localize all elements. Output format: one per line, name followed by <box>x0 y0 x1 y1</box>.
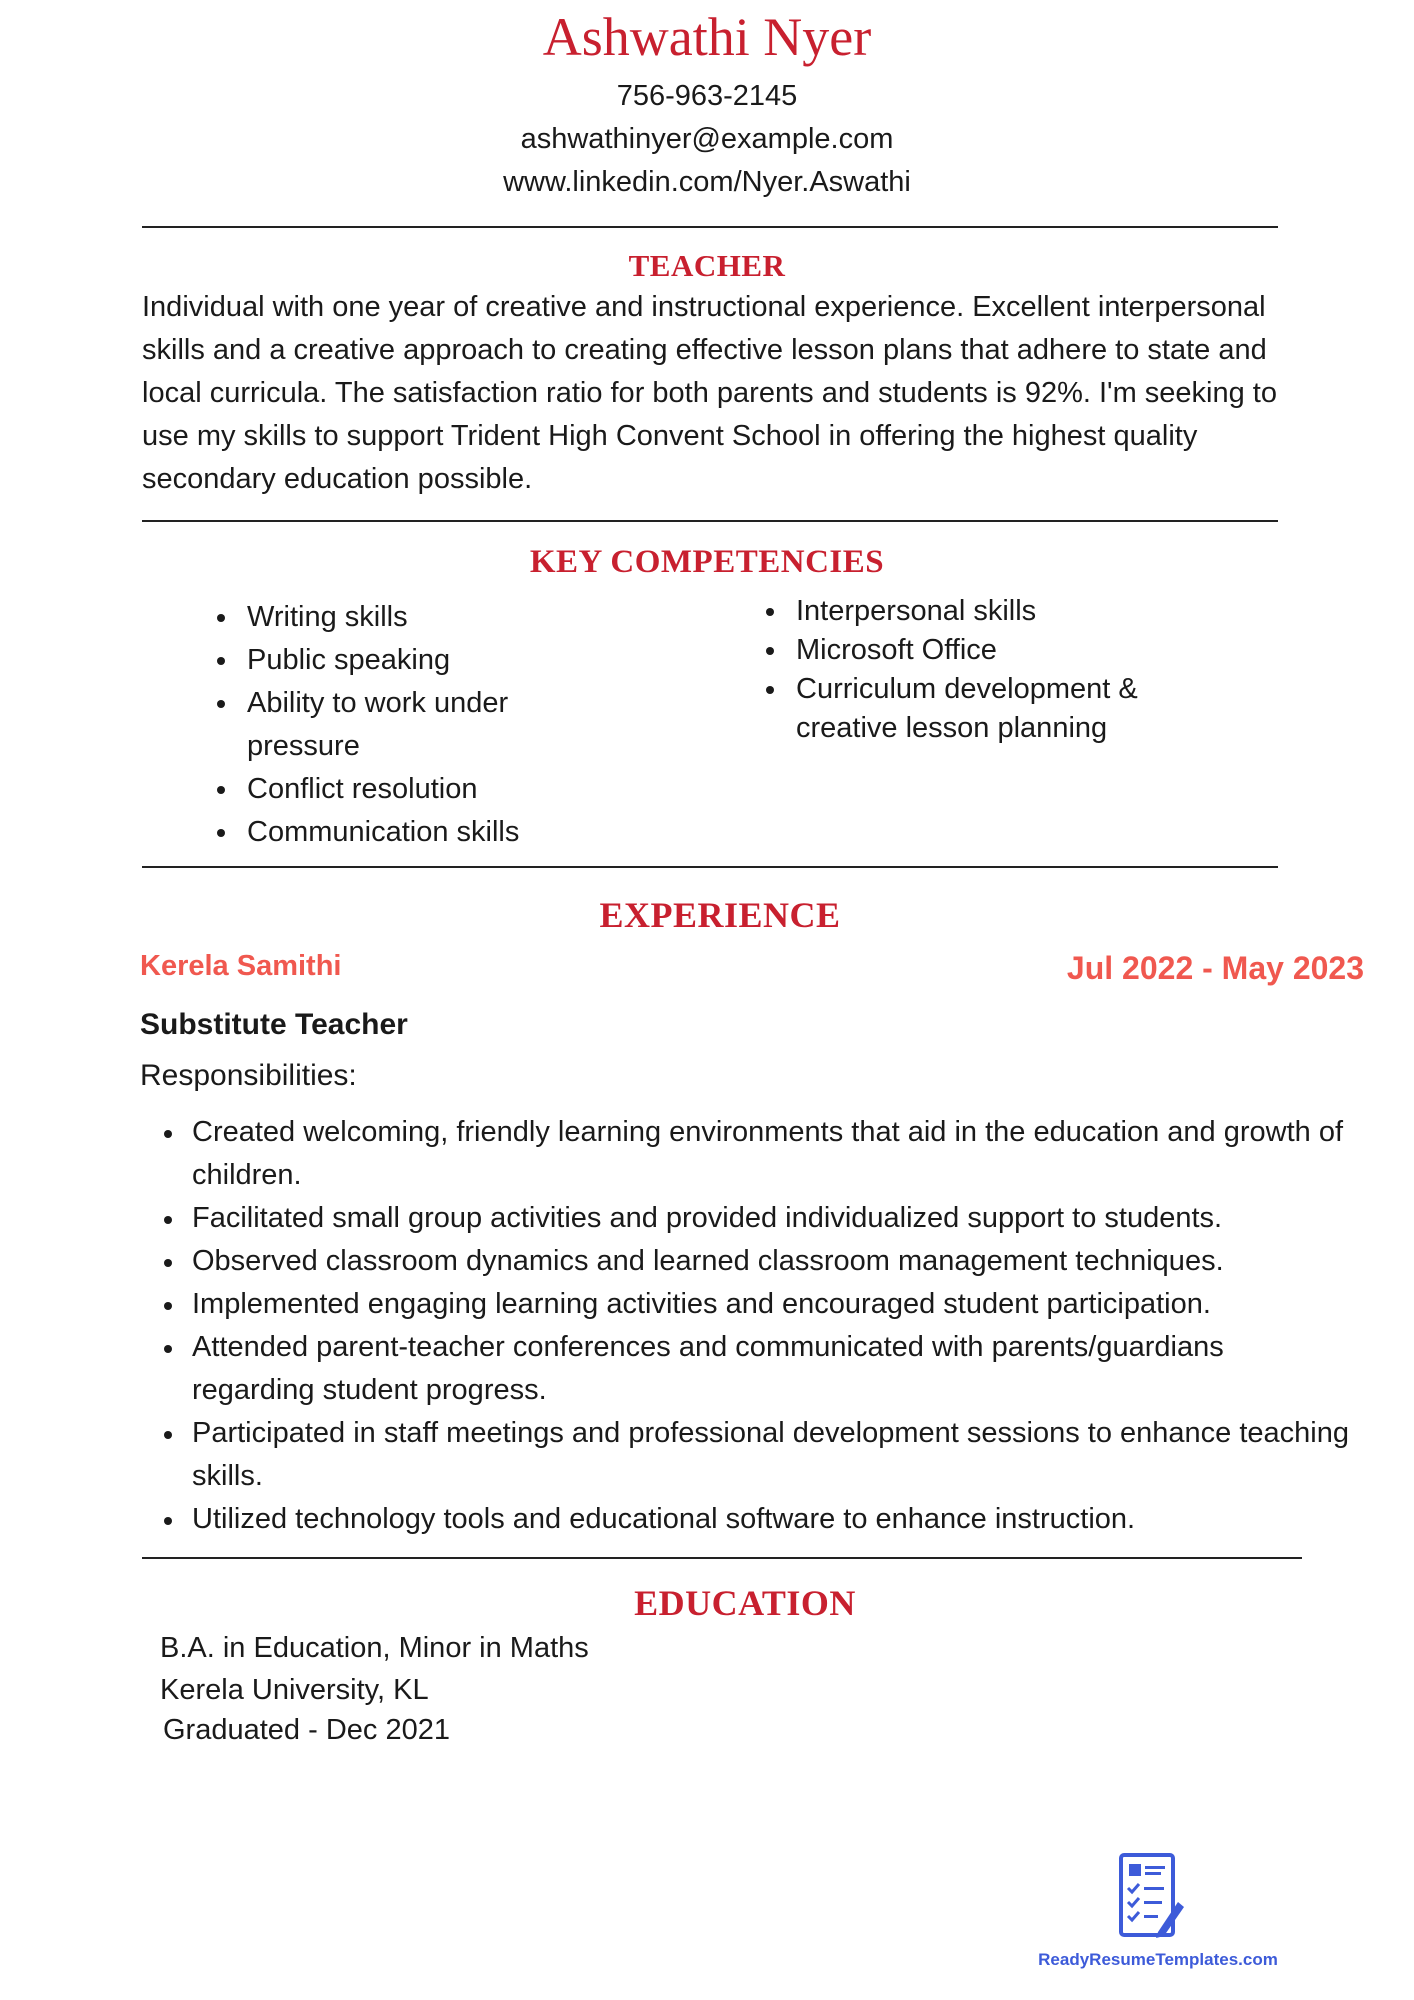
university: Kerela University, KL <box>160 1674 429 1706</box>
company-name: Kerela Samithi <box>140 950 342 982</box>
job-title: Substitute Teacher <box>140 1008 408 1041</box>
competency-item: Curriculum development & creative lesson planning <box>796 670 1156 748</box>
employment-dates: Jul 2022 - May 2023 <box>1066 950 1364 986</box>
responsibility-item: Utilized technology tools and educational software to enhance instruction. <box>192 1498 1352 1541</box>
resume-document-icon <box>1118 1852 1186 1942</box>
competencies-list-left <box>247 596 607 854</box>
responsibilities-label: Responsibilities: <box>140 1059 357 1092</box>
responsibility-item: Attended parent-teacher conferences and communicated with parents/guardians regarding student progress. <box>192 1326 1352 1412</box>
competency-item: Communication skills <box>247 811 607 854</box>
graduation-date: Graduated - Dec 2021 <box>163 1714 450 1746</box>
responsibility-item: Facilitated small group activities and provided individualized support to students. <box>192 1197 1352 1240</box>
divider <box>142 1557 1302 1559</box>
responsibility-item: Created welcoming, friendly learning environments that aid in the education and growth of children. <box>192 1111 1352 1197</box>
responsibilities-list <box>192 1111 1352 1541</box>
competencies-heading: KEY COMPETENCIES <box>529 544 885 580</box>
competency-item: Microsoft Office <box>796 631 1156 670</box>
education-heading: EDUCATION <box>634 1583 856 1623</box>
responsibility-item: Observed classroom dynamics and learned classroom management techniques. <box>192 1240 1352 1283</box>
divider <box>142 520 1278 522</box>
degree: B.A. in Education, Minor in Maths <box>160 1632 589 1664</box>
email-address: ashwathinyer@example.com <box>520 123 894 155</box>
experience-heading: EXPERIENCE <box>599 895 841 935</box>
divider <box>142 866 1278 868</box>
linkedin-url: www.linkedin.com/Nyer.Aswathi <box>503 166 911 198</box>
responsibility-item: Participated in staff meetings and professional development sessions to enhance teaching skills. <box>192 1412 1352 1498</box>
competencies-list-right <box>796 592 1156 748</box>
phone-number: 756-963-2145 <box>616 80 798 112</box>
competency-item: Conflict resolution <box>247 768 607 811</box>
responsibility-item: Implemented engaging learning activities and encouraged student participation. <box>192 1283 1352 1326</box>
brand-name: ReadyResumeTemplates.com <box>1038 1950 1278 1969</box>
competency-item: Interpersonal skills <box>796 592 1156 631</box>
competency-item: Writing skills <box>247 596 607 639</box>
competency-item: Public speaking <box>247 639 607 682</box>
candidate-name: Ashwathi Nyer <box>542 7 872 67</box>
summary-heading: TEACHER <box>628 248 786 283</box>
competency-item: Ability to work under pressure <box>247 682 607 768</box>
summary-text: Individual with one year of creative and instructional experience. Excellent interpersonal skills and a creative approach to creating effective lesson plans that adhere to state and local curricula. The satisfaction ratio for both parents and students is 92%. I'm seeking to use my skills to support Trident High Convent School in offering the highest quality secondary education possible. <box>142 291 1277 495</box>
divider <box>142 226 1278 228</box>
